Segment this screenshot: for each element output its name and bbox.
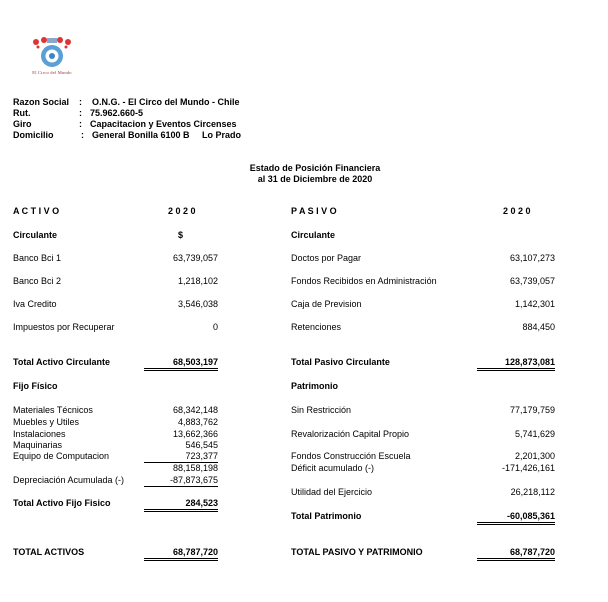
activo-item-label: Iva Credito [13,299,57,309]
total-pasivo-circulante-value: 128,873,081 [477,357,555,371]
pasivo-item-value: 63,107,273 [509,253,555,263]
activo-item-value: 0 [212,322,218,332]
patrimonio-item-label: Fondos Construcción Escuela [291,451,411,461]
colon: : [79,108,82,118]
total-activos-label: TOTAL ACTIVOS [13,547,85,557]
activo-item-value: 1,218,102 [177,276,218,286]
total-activo-circulante-value: 68,503,197 [144,357,218,371]
patrimonio-item-value: 26,218,112 [510,487,555,497]
activo-item-label: Banco Bci 1 [13,253,62,263]
pasivo-item-label: Caja de Prevision [291,299,362,309]
label-domicilio: Domicilio [13,130,54,140]
patrimonio-item-value: -171,426,161 [501,463,555,473]
activo-circulante-label: Circulante [13,230,58,240]
colon: : [81,130,84,140]
fijo-item-label: Equipo de Computacion [13,451,110,461]
pasivo-circulante-label: Circulante [291,230,336,240]
pasivo-item-label: Doctos por Pagar [291,253,362,263]
pasivo-heading: P A S I V O [291,206,337,216]
depreciacion-value: -87,873,675 [144,475,218,487]
pasivo-year: 2 0 2 0 [503,206,531,216]
activo-item-label: Impuestos por Recuperar [13,322,115,332]
activo-fijo-label: Fijo Físico [13,381,58,391]
colon: : [79,97,82,107]
total-patrimonio-value: -60,085,361 [477,511,555,525]
total-activos-value: 68,787,720 [144,547,218,561]
activo-heading: A C T I V O [13,206,60,216]
pasivo-item-label: Fondos Recibidos en Administración [291,276,437,286]
organization-logo [14,34,90,80]
label-giro: Giro [13,119,32,129]
activo-item-value: 3,546,038 [177,299,218,309]
fijo-item-value: 68,342,148 [172,405,218,415]
activo-item-value: 63,739,057 [172,253,218,263]
patrimonio-item-label: Utilidad del Ejercicio [291,487,373,497]
label-razon-social: Razon Social [13,97,70,107]
value-rut: 75.962.660-5 [90,108,144,118]
fijo-item-value: 4,883,762 [177,417,218,427]
fijo-item-label: Instalaciones [13,429,66,439]
currency-symbol: $ [178,230,184,240]
fijo-item-value: 13,662,366 [172,429,218,439]
report-date: al 31 de Diciembre de 2020 [257,174,373,184]
value-domicilio: General Bonilla 6100 B Lo Prado [92,130,242,140]
patrimonio-label: Patrimonio [291,381,339,391]
fijo-item-label: Materiales Técnicos [13,405,93,415]
pasivo-item-value: 884,450 [522,322,555,332]
total-activo-fijo-value: 284,523 [144,498,218,512]
colon: : [79,119,82,129]
logo-caption: El Circo del Mundo [32,70,72,75]
patrimonio-item-value: 5,741,629 [514,429,555,439]
depreciacion-label: Depreciación Acumulada (-) [13,475,125,485]
total-pasivo-patrimonio-label: TOTAL PASIVO Y PATRIMONIO [291,547,423,557]
report-title: Estado de Posición Financiera [249,163,381,173]
patrimonio-item-label: Déficit acumulado (-) [291,463,375,473]
pasivo-item-label: Retenciones [291,322,342,332]
value-giro: Capacitacion y Eventos Circenses [90,119,237,129]
total-activo-fijo-label: Total Activo Fijo Fisico [13,498,111,508]
pasivo-item-value: 63,739,057 [509,276,555,286]
fijo-subtotal-value: 88,158,198 [172,463,218,473]
total-patrimonio-label: Total Patrimonio [291,511,362,521]
patrimonio-item-value: 2,201,300 [514,451,555,461]
patrimonio-item-label: Sin Restricción [291,405,352,415]
fijo-item-value: 546,545 [185,440,218,450]
activo-item-label: Banco Bci 2 [13,276,62,286]
circus-logo-icon [14,34,90,70]
total-pasivo-circulante-label: Total Pasivo Circulante [291,357,390,367]
activo-year: 2 0 2 0 [168,206,196,216]
total-pasivo-patrimonio-value: 68,787,720 [477,547,555,561]
label-rut: Rut. [13,108,31,118]
fijo-item-label: Maquinarias [13,440,63,450]
patrimonio-item-value: 77,179,759 [509,405,555,415]
fijo-item-label: Muebles y Utiles [13,417,80,427]
value-razon-social: O.N.G. - El Circo del Mundo - Chile [92,97,240,107]
total-activo-circulante-label: Total Activo Circulante [13,357,111,367]
fijo-item-value: 723,377 [144,451,218,463]
patrimonio-item-label: Revalorización Capital Propio [291,429,410,439]
pasivo-item-value: 1,142,301 [514,299,555,309]
